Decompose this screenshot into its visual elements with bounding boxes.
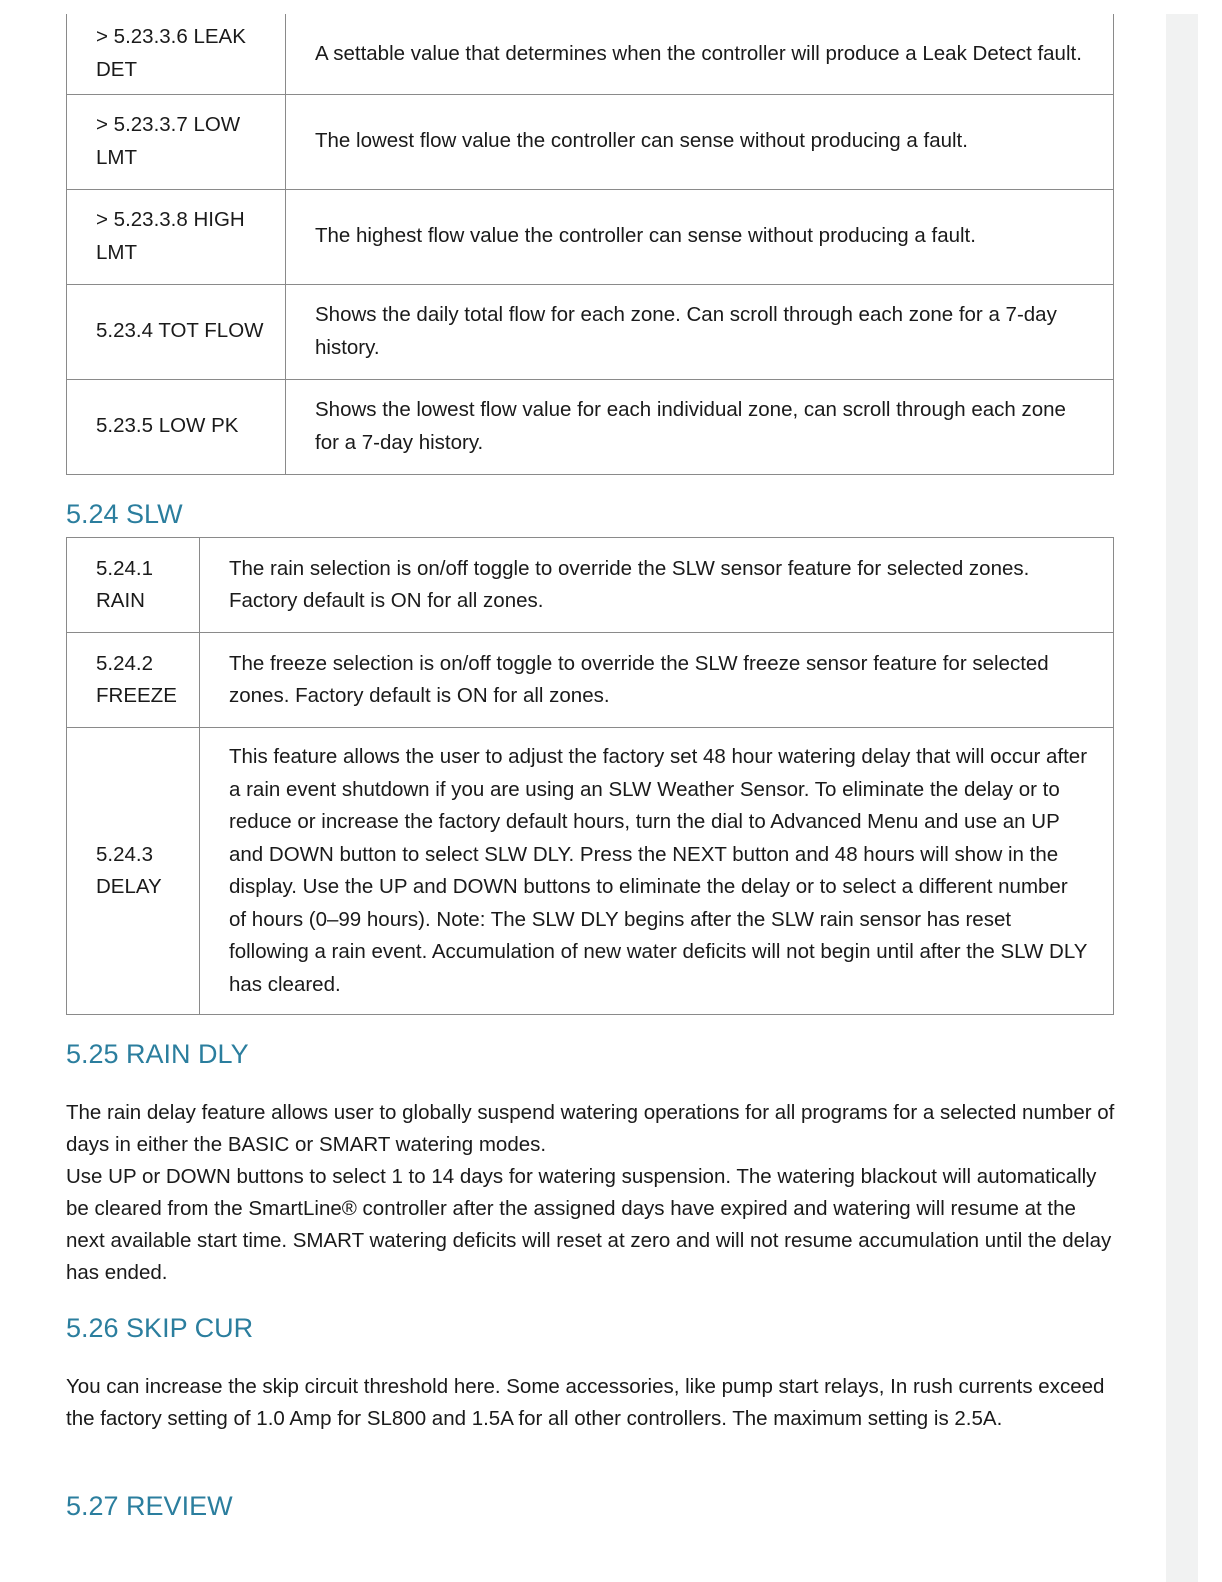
setting-key: 5.23.4 TOT FLOW [67, 284, 286, 379]
setting-description: A settable value that determines when the controller will produce a Leak Detect fault. [286, 14, 1114, 94]
setting-description: Shows the lowest flow value for each individual zone, can scroll through each zone for a 7-day history. [286, 379, 1114, 474]
setting-key: 5.24.3 DELAY [67, 728, 200, 1015]
setting-key: > 5.23.3.8 HIGH LMT [67, 189, 286, 284]
table-row [67, 14, 1114, 94]
table-row [67, 728, 1114, 1015]
setting-key: 5.23.5 LOW PK [67, 379, 286, 474]
table-row [67, 538, 1114, 633]
section-heading-skip-cur: 5.26 SKIP CUR [66, 1313, 254, 1343]
rain-delay-paragraph-1: The rain delay feature allows user to globally suspend watering operations for all programs for a selected number of days in either the BASIC or SMART watering modes. [66, 1101, 1115, 1156]
setting-description: The rain selection is on/off toggle to override the SLW sensor feature for selected zones. Factory default is ON for all zones. [200, 538, 1114, 633]
slw-settings-table [66, 537, 1114, 1015]
table-row [67, 94, 1114, 189]
table-row [67, 379, 1114, 474]
setting-description: This feature allows the user to adjust the factory set 48 hour watering delay that will occur after a rain event shutdown if you are using an SLW Weather Sensor. To eliminate the delay or to reduce or increase the factory default hours, turn the dial to Advanced Menu and use an UP and DOWN button to select SLW DLY. Press the NEXT button and 48 hours will show in the display. Use the UP and DOWN buttons to eliminate the delay or to select a different number of hours (0–99 hours). Note: The SLW DLY begins after the SLW rain sensor has reset following a rain event. Accumulation of new water deficits will not begin until after the SLW DLY has cleared. [200, 728, 1114, 1015]
setting-description: Shows the daily total flow for each zone. Can scroll through each zone for a 7-day history. [286, 284, 1114, 379]
setting-description: The lowest flow value the controller can sense without producing a fault. [286, 94, 1114, 189]
table-row [67, 284, 1114, 379]
section-heading-review: 5.27 REVIEW [66, 1491, 233, 1521]
setting-key: 5.24.2 FREEZE [67, 633, 200, 728]
section-heading-rain-dly: 5.25 RAIN DLY [66, 1039, 249, 1069]
flow-settings-table [66, 14, 1114, 475]
table-row [67, 633, 1114, 728]
rain-delay-paragraph-2: Use UP or DOWN buttons to select 1 to 14 days for watering suspension. The watering blackout will automatically be cleared from the SmartLine® controller after the assigned days have expired and watering will resume at the next available start time. SMART watering deficits will reset at zero and will not resume accumulation until the delay has ended. [66, 1165, 1112, 1284]
setting-key: 5.24.1 RAIN [67, 538, 200, 633]
table-row [67, 189, 1114, 284]
setting-description: The freeze selection is on/off toggle to override the SLW freeze sensor feature for selected zones. Factory default is ON for all zones. [200, 633, 1114, 728]
setting-key: > 5.23.3.7 LOW LMT [67, 94, 286, 189]
setting-key: > 5.23.3.6 LEAK DET [67, 14, 286, 94]
skip-current-paragraph: You can increase the skip circuit threshold here. Some accessories, like pump start relays, In rush currents exceed the factory setting of 1.0 Amp for SL800 and 1.5A for all other controllers. The maximum setting is 2.5A. [66, 1375, 1105, 1430]
setting-description: The highest flow value the controller can sense without producing a fault. [286, 189, 1114, 284]
section-heading-slw: 5.24 SLW [66, 499, 183, 529]
scrollbar-track[interactable] [1166, 14, 1198, 1582]
